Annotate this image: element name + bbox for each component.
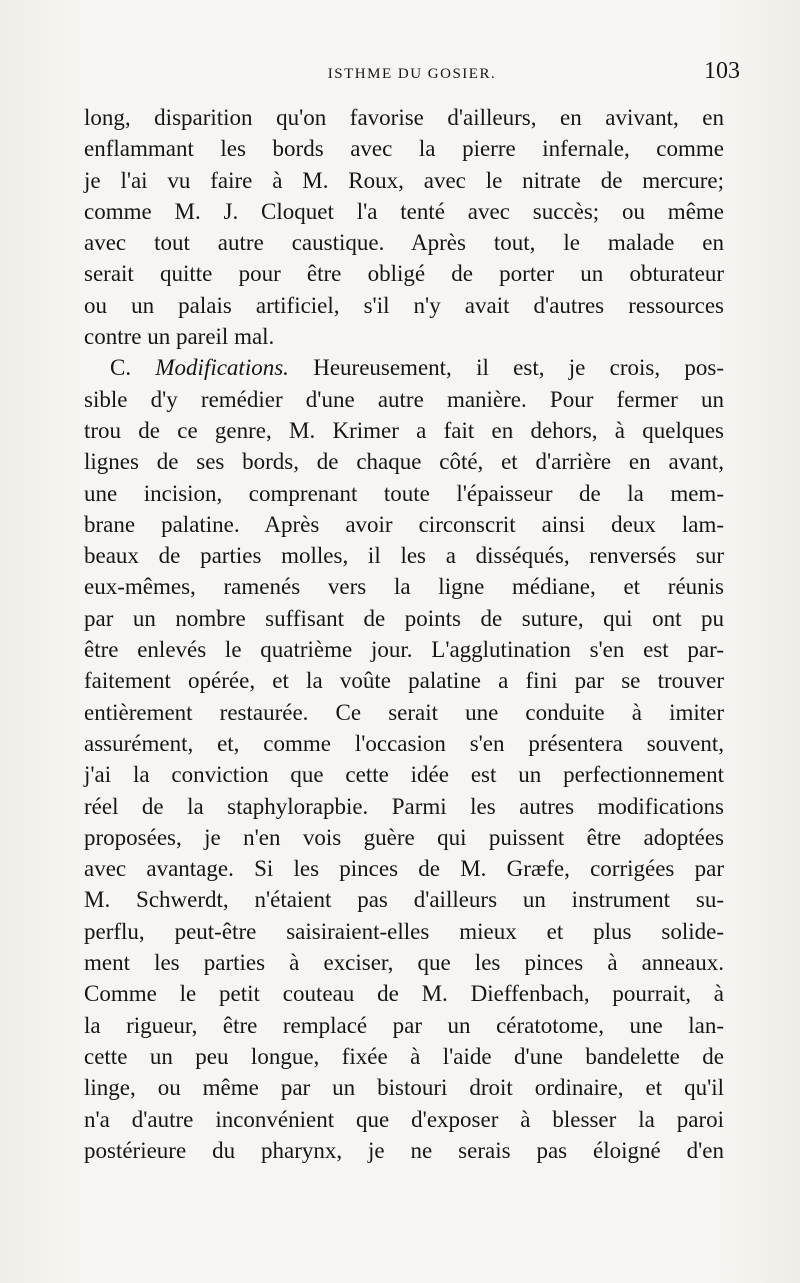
text-line: linge, ou même par un bistouri droit ordinaire, et qu'il	[84, 1075, 724, 1101]
text-line: cette un peu longue, fixée à l'aide d'une bandelette de	[84, 1043, 724, 1069]
text-line: serait quitte pour être obligé de porter un obturateur	[84, 261, 724, 287]
text-line: réel de la staphylorapbie. Parmi les autres modifications	[84, 793, 724, 819]
section-letter: C.	[110, 355, 156, 381]
text-line: contre un pareil mal.	[84, 324, 275, 350]
text-line: une incision, comprenant toute l'épaisseur de la mem-	[84, 480, 724, 506]
text-line: proposées, je n'en vois guère qui puissent être adoptées	[84, 824, 724, 850]
text-line: M. Schwerdt, n'étaient pas d'ailleurs un instrument su-	[84, 887, 724, 913]
page-header	[84, 58, 740, 94]
text-line: sible d'y remédier d'une autre manière. Pour fermer un	[84, 386, 724, 412]
text-line: brane palatine. Après avoir circonscrit ainsi deux lam-	[84, 511, 724, 537]
text-line: n'a d'autre inconvénient que d'exposer à blesser la paroi	[84, 1106, 724, 1132]
text-line: lignes de ses bords, de chaque côté, et d'arrière en avant,	[84, 449, 724, 475]
section-heading: Modifications.	[155, 355, 289, 381]
text-line: enflammant les bords avec la pierre infernale, comme	[84, 136, 724, 162]
text-line: ou un palais artificiel, s'il n'y avait d'autres ressources	[84, 292, 724, 318]
text-line: faitement opérée, et la voûte palatine a fini par se trouver	[84, 668, 724, 694]
text-line: par un nombre suffisant de points de suture, qui ont pu	[84, 605, 724, 631]
running-head: ISTHME DU GOSIER.	[327, 66, 497, 82]
text-line: long, disparition qu'on favorise d'ailleurs, en avivant, en	[84, 105, 724, 130]
text-line: la rigueur, être remplacé par un cératotome, une lan-	[84, 1012, 724, 1038]
text-line: trou de ce genre, M. Krimer a fait en dehors, à quelques	[84, 417, 724, 443]
text-line: avec tout autre caustique. Après tout, le malade en	[84, 230, 724, 256]
text-line: entièrement restaurée. Ce serait une conduite à imiter	[84, 699, 724, 725]
text-line: eux-mêmes, ramenés vers la ligne médiane, et réunis	[84, 574, 724, 600]
text-line: avec avantage. Si les pinces de M. Græfe, corrigées par	[84, 856, 724, 882]
text-line: j'ai la conviction que cette idée est un perfectionnement	[84, 762, 724, 788]
paragraph-first-line	[84, 352, 724, 383]
text-line: beaux de parties molles, il les a disséqués, renversés sur	[84, 543, 724, 569]
paragraph-2	[84, 352, 724, 1166]
text-line: ment les parties à exciser, que les pinces à anneaux.	[84, 950, 724, 976]
text-line: je l'ai vu faire à M. Roux, avec le nitrate de mercure;	[84, 167, 724, 193]
page-number: 103	[704, 58, 740, 84]
body-text	[84, 102, 724, 1166]
paragraph-1	[84, 102, 724, 352]
text-line: être enlevés le quatrième jour. L'agglutination s'en est par-	[84, 637, 724, 663]
text-line: postérieure du pharynx, je ne serais pas éloigné d'en	[84, 1137, 724, 1163]
text-line: Comme le petit couteau de M. Dieffenbach, pourrait, à	[84, 981, 724, 1007]
text-line-rest: Heureusement, il est, je crois, pos-	[288, 355, 724, 381]
text-line: perflu, peut-être saisiraient-elles mieux et plus solide-	[84, 918, 724, 944]
text-line: assurément, et, comme l'occasion s'en présentera souvent,	[84, 730, 724, 756]
text-line: comme M. J. Cloquet l'a tenté avec succès; ou même	[84, 198, 724, 224]
